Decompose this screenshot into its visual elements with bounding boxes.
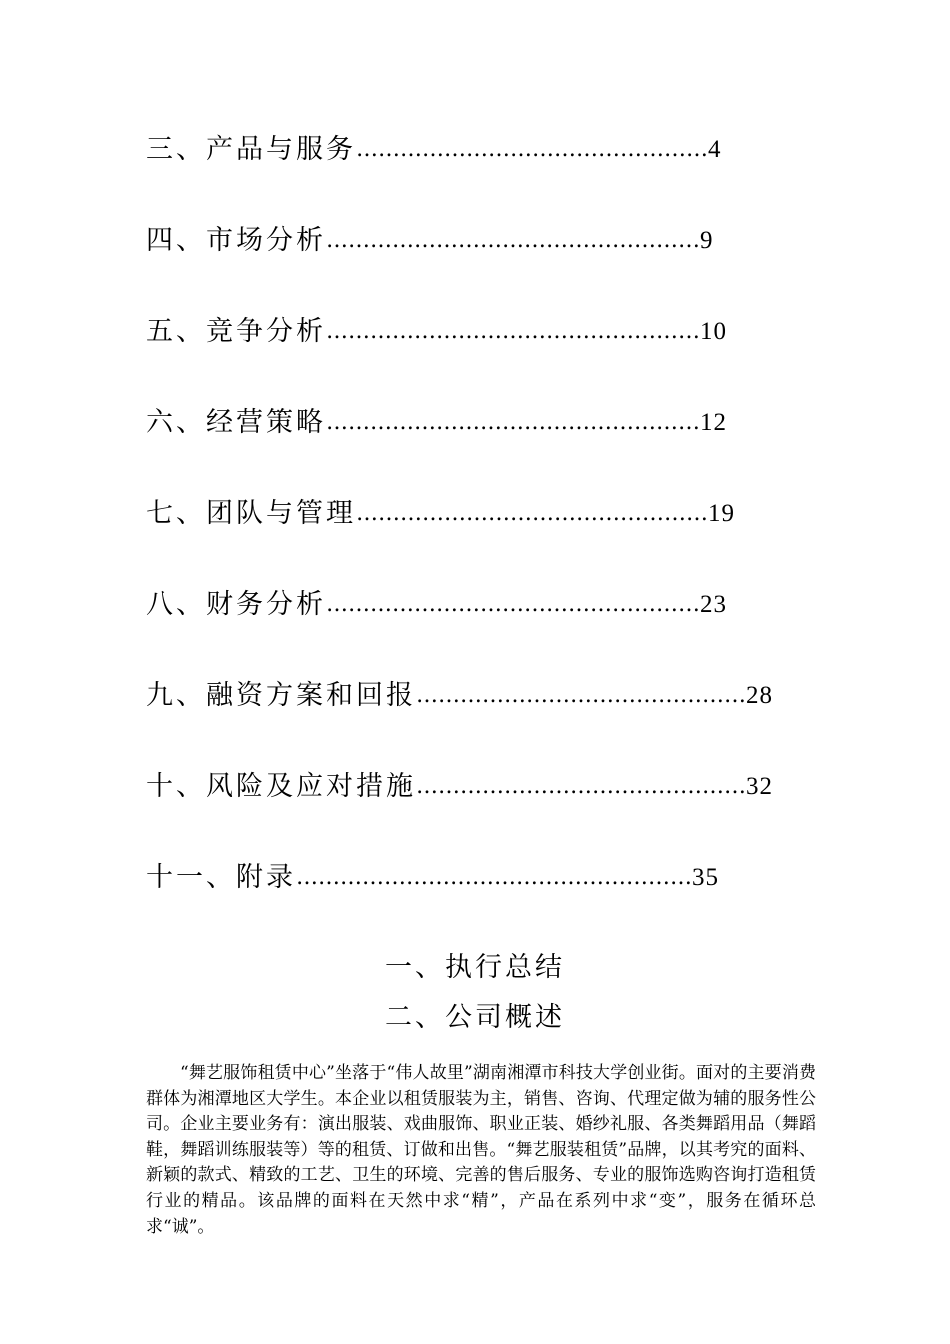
section-heading-executive-summary: 一、执行总结 — [385, 952, 565, 983]
toc-leader-dots: ……………………………………… — [416, 774, 746, 799]
toc-leader-dots: …………………………………………… — [326, 410, 700, 435]
toc-entry-label: 六、经营策略 — [146, 407, 326, 438]
toc-page-number: 12 — [700, 409, 727, 436]
toc-leader-dots: ……………………………………… — [416, 683, 746, 708]
toc-entry[interactable] — [146, 128, 786, 219]
toc-entry[interactable] — [146, 674, 786, 765]
toc-leader-dots: ……………………………………………… — [296, 865, 692, 890]
toc-leader-dots: …………………………………………… — [326, 228, 700, 253]
toc-page-number: 28 — [746, 682, 773, 709]
toc-page-number: 10 — [700, 318, 727, 345]
toc-entry[interactable] — [146, 219, 786, 310]
toc-entry-label: 七、团队与管理 — [146, 498, 356, 529]
section-heading-company-overview: 二、公司概述 — [385, 1002, 565, 1033]
toc-entry[interactable] — [146, 856, 786, 947]
toc-entry[interactable] — [146, 310, 786, 401]
toc-entry-label: 八、财务分析 — [146, 589, 326, 620]
company-overview-paragraph: “舞艺服饰租赁中心”坐落于“伟人故里”湖南湘潭市科技大学创业街。面对的主要消费群体为湘潭地区大学生。本企业以租赁服装为主，销售、咨询、代理定做为辅的服务性公司。企业主要业务有：演出服装、戏曲服饰、职业正装、婚纱礼服、各类舞蹈用品（舞蹈鞋，舞蹈训练服装等）等的租赁、订做和出售。“舞艺服装租赁”品牌，以其考究的面料、新颖的款式、精致的工艺、卫生的环境、完善的售后服务、专业的服饰选购咨询打造租赁行业的精品。该品牌的面料在天然中求“精”，产品在系列中求“变”，服务在循环总求“诚”。 — [146, 1063, 816, 1237]
toc-entry-label: 九、融资方案和回报 — [146, 680, 416, 711]
toc-page-number: 4 — [708, 136, 722, 163]
toc-entry-label: 四、市场分析 — [146, 225, 326, 256]
toc-leader-dots: ………………………………………… — [356, 137, 708, 162]
toc-entry-label: 十一、附录 — [146, 862, 296, 893]
table-of-contents — [146, 128, 786, 947]
toc-entry-label: 十、风险及应对措施 — [146, 771, 416, 802]
toc-leader-dots: …………………………………………… — [326, 319, 700, 344]
toc-entry-label: 五、竞争分析 — [146, 316, 326, 347]
toc-leader-dots: …………………………………………… — [326, 592, 700, 617]
toc-entry[interactable] — [146, 492, 786, 583]
toc-entry[interactable] — [146, 583, 786, 674]
toc-page-number: 35 — [692, 864, 719, 891]
toc-entry-label: 三、产品与服务 — [146, 134, 356, 165]
toc-leader-dots: ………………………………………… — [356, 501, 708, 526]
toc-entry[interactable] — [146, 765, 786, 856]
toc-page-number: 9 — [700, 227, 714, 254]
toc-page-number: 23 — [700, 591, 727, 618]
toc-page-number: 32 — [746, 773, 773, 800]
toc-page-number: 19 — [708, 500, 735, 527]
toc-entry[interactable] — [146, 401, 786, 492]
